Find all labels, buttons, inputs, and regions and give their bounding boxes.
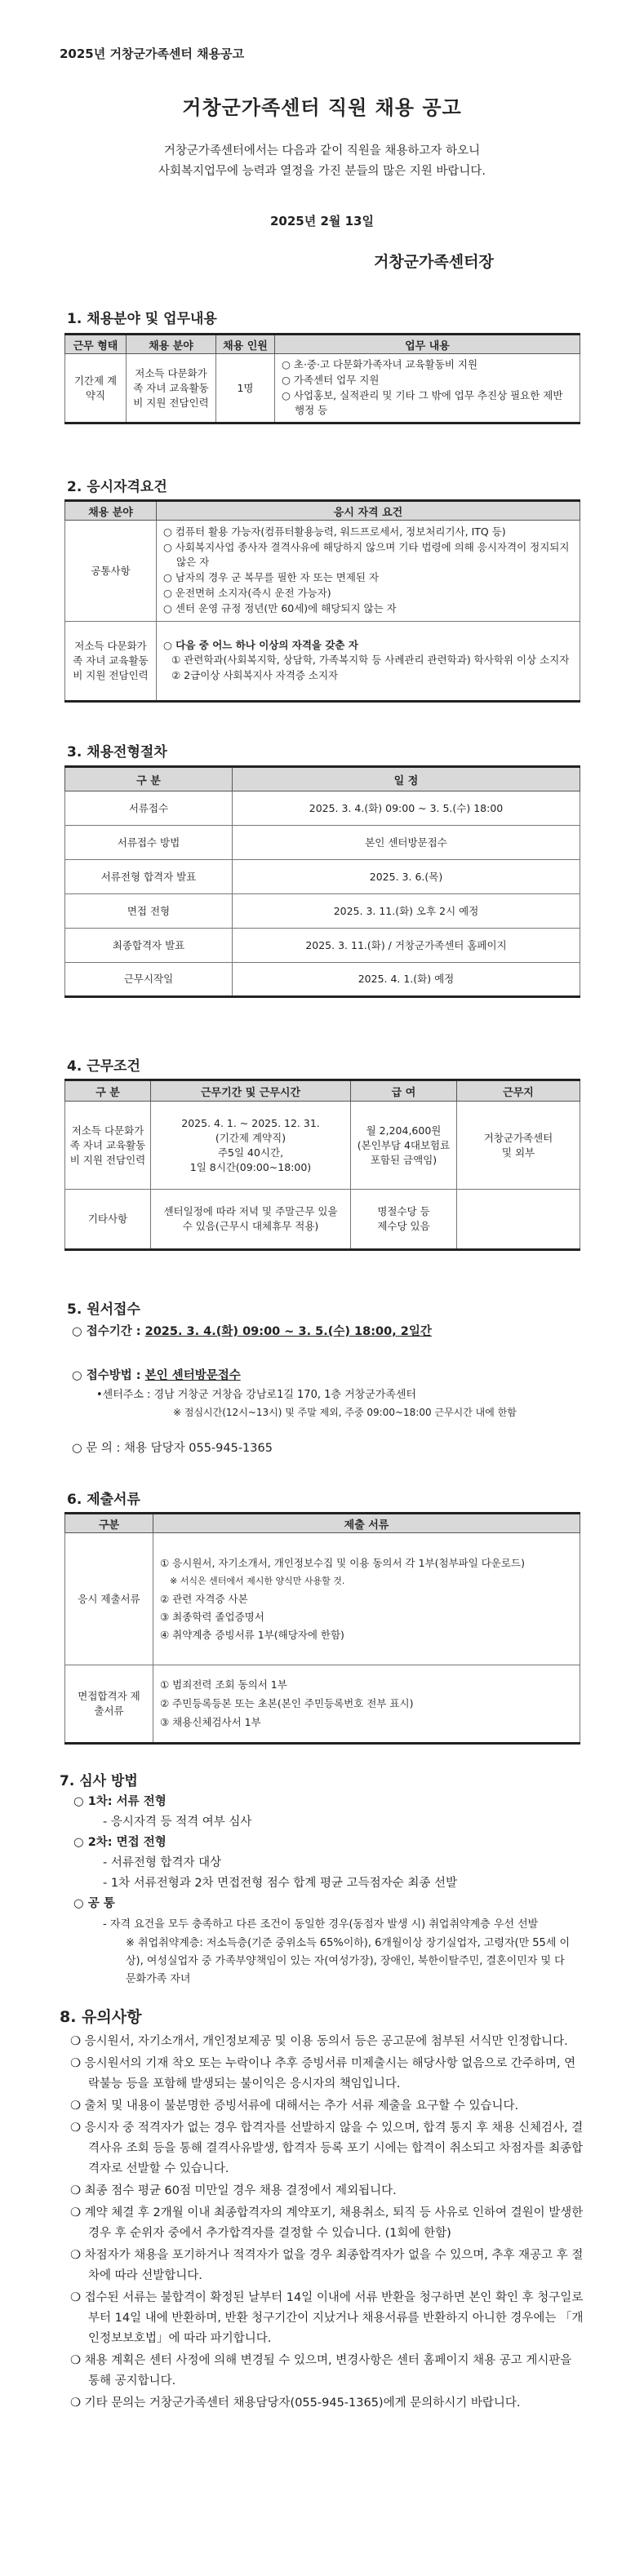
note-item: ❍ 응시자 중 적격자가 없는 경우 합격자를 선발하지 않을 수 있으며, 합격 통지 후 채용 신체검사, 결격사유 조회 등을 통해 결격사유발생, 합격자 등록 포기 시에는 합격이 취소되고 차점자를 최종합격자로 선발할 수 있습니다.: [70, 2122, 584, 2175]
row-label: 면접합격자 제출서류: [65, 1665, 153, 1744]
period-line: 주5일 40시간,: [217, 1146, 284, 1159]
section-title-conditions: 4. 근무조건: [67, 1058, 140, 1075]
review-note: ※ 취업취약계층: 저소득층(기준 중위소득 65%이하), 6개월이상 장기실업자, 고령자(만 55세 이상), 여성실업자 중 가족부양책임이 있는 자(여성가장), 장애인, 북한이탈주민, 결혼이민자 및 다문화가족 자녀: [126, 1937, 571, 1985]
salary-line: 월 2,204,600원: [366, 1124, 442, 1137]
step-name: 서류접수 방법: [65, 826, 233, 860]
empty-cell: [457, 1190, 580, 1250]
duty-item: ○ 초·중·고 다문화가족자녀 교육활동비 지원: [282, 358, 478, 370]
requirement-item: ② 2급이상 사회복지사 자격증 소지자: [171, 669, 339, 681]
conditions-table: [64, 1079, 580, 1251]
document-item: ① 응시원서, 자기소개서, 개인정보수집 및 이용 동의서 각 1부(첨부파일 다운로드): [160, 1556, 525, 1569]
review-step: ○ 공 통: [73, 1897, 115, 1910]
specific-requirements: [157, 622, 580, 702]
document-item: ④ 취약계층 증빙서류 1부(해당자에 한함): [160, 1628, 344, 1641]
note-item: ❍ 응시원서, 자기소개서, 개인정보제공 및 이용 동의서 등은 공고문에 첨부된 서식만 인정합니다.: [70, 2035, 568, 2048]
col-header: 구분: [65, 1514, 153, 1533]
interview-documents: [153, 1665, 580, 1744]
col-header: 채용 분야: [127, 335, 216, 354]
qualification-table: [64, 499, 580, 703]
process-table: [64, 765, 580, 998]
col-header: 채용 분야: [65, 501, 157, 521]
section-title-recruitment: 1. 채용분야 및 업무내용: [67, 311, 217, 327]
salary-line: (본인부담 4대보험료: [357, 1138, 451, 1151]
requirement-item: ○ 사회복지사업 종사자 결격사유에 해당하지 않으며 기타 법령에 의해 응시자격이 정지되지 않은 자: [163, 541, 570, 568]
period-value: 2025. 3. 4.(화) 09:00 ~ 3. 5.(수) 18:00, 2일간: [144, 1325, 432, 1338]
work-period: [151, 1102, 351, 1190]
step-schedule: 2025. 4. 1.(화) 예정: [233, 963, 580, 997]
step-schedule: 본인 센터방문접수: [233, 826, 580, 860]
method-value: 본인 센터방문접수: [144, 1369, 241, 1382]
note-item: ❍ 차점자가 채용을 포기하거나 적격자가 없을 경우 최종합격자가 없을 수 있으며, 추후 재공고 후 절차에 따라 선발합니다.: [70, 2249, 584, 2282]
col-header: 구 분: [65, 1080, 151, 1102]
cell-type: 기간제 계약직: [65, 354, 127, 423]
row-label: 기타사항: [65, 1190, 151, 1250]
review-method: [57, 1792, 580, 1989]
note-item: ❍ 응시원서의 기재 착오 또는 누락이나 추후 증빙서류 미제출시는 해당사항 없음으로 간주하며, 연락불능 등을 포함해 발생되는 불이익은 응시자의 책임입니다.: [70, 2057, 576, 2091]
requirement-item: ○ 남자의 경우 군 복무를 필한 자 또는 면제된 자: [163, 571, 380, 583]
step-schedule: 2025. 3. 11.(화) 오후 2시 예정: [233, 894, 580, 929]
cell-count: 1명: [216, 354, 275, 423]
document-item: ② 주민등록등본 또는 초본(본인 주민등록번호 전부 표시): [160, 1696, 414, 1709]
document-item: ③ 채용신체검사서 1부: [160, 1715, 261, 1728]
col-header: 업무 내용: [275, 335, 580, 354]
col-header: 근무지: [457, 1080, 580, 1102]
other-line: 수 있음(근무시 대체휴무 적용): [182, 1220, 319, 1232]
review-step: ○ 1차: 서류 전형: [73, 1795, 167, 1808]
section-title-process: 3. 채용전형절차: [67, 744, 167, 760]
document-note: ※ 서식은 센터에서 제시한 양식만 사용할 것.: [170, 1575, 345, 1586]
col-header: 제출 서류: [153, 1514, 580, 1533]
workplace-line: 거창군가족센터: [483, 1131, 553, 1144]
duty-item: ○ 가족센터 업무 지원: [282, 374, 380, 386]
application-method: [72, 1366, 241, 1383]
requirement-item: ○ 운전면허 소지자(즉시 운전 가능자): [163, 587, 331, 599]
recruitment-table: [64, 333, 580, 424]
note-item: ❍ 계약 체결 후 2개월 이내 최종합격자의 계약포기, 채용취소, 퇴직 등 사유로 인하여 결원이 발생한 경우 후 순위자 중에서 추가합격자를 결정할 수 있습니다. (1회에 한함): [70, 2206, 584, 2240]
note-item: ❍ 채용 계획은 센터 사정에 의해 변경될 수 있으며, 변경사항은 센터 홈페이지 채용 공고 게시판을 통해 공지합니다.: [70, 2354, 572, 2388]
requirement-lead: ○ 다음 중 어느 하나 이상의 자격을 갖춘 자: [163, 639, 358, 651]
col-header: 채용 인원: [216, 335, 275, 354]
note-item: ❍ 접수된 서류는 불합격이 확정된 날부터 14일 이내에 서류 반환을 청구하면 본인 확인 후 청구일로부터 14일 내에 반환하며, 반환 청구기간이 지났거나 채용서류를 반환하지 아니한 경우에는 「개인정보보호법」에 따라 파기합니다.: [70, 2291, 584, 2345]
allowance-line: 명절수당 등: [377, 1205, 430, 1217]
review-step: ○ 2차: 면접 전형: [73, 1836, 167, 1849]
period-line: 2025. 4. 1. ~ 2025. 12. 31.: [181, 1116, 320, 1129]
requirement-item: ○ 컴퓨터 활용 가능자(컴퓨터활용능력, 워드프로세서, 정보처리기사, ITQ 등): [163, 525, 506, 538]
duty-item: ○ 사업홍보, 실적관리 및 기타 그 밖에 업무 추진상 필요한 제반 행정 등: [282, 389, 563, 416]
row-label: 응시 제출서류: [65, 1533, 153, 1665]
document-item: ① 범죄전력 조회 동의서 1부: [160, 1678, 287, 1691]
review-detail: - 자격 요건을 모두 충족하고 다른 조건이 동일한 경우(동점자 발생 시) 취업취약계층 우선 선발: [103, 1918, 539, 1931]
step-name: 면접 전형: [65, 894, 233, 929]
section-title-qualifications: 2. 응시자격요건: [67, 479, 167, 495]
col-header: 근무기간 및 근무시간: [151, 1080, 351, 1102]
col-header: 구 분: [65, 767, 233, 791]
intro-text: [0, 141, 644, 182]
step-name: 서류접수: [65, 791, 233, 826]
notice-date: 2025년 2월 13일: [270, 214, 374, 228]
allowance: [351, 1190, 457, 1250]
salary-line: 포함된 금액임): [370, 1153, 437, 1166]
salary: [351, 1102, 457, 1190]
period-line: (기간제 계약직): [215, 1131, 286, 1144]
row-label: 공통사항: [65, 521, 157, 622]
step-schedule: 2025. 3. 11.(화) / 거창군가족센터 홈페이지: [233, 929, 580, 963]
row-label: 저소득 다문화가족 자녀 교육활동비 지원 전담인력: [65, 1102, 151, 1190]
section-title-application: 5. 원서접수: [67, 1301, 140, 1318]
common-requirements: [157, 521, 580, 622]
address-note: ※ 점심시간(12시~13시) 및 주말 제외, 주중 09:00~18:00 근무시간 내에 한함: [173, 1407, 517, 1418]
document-item: ② 관련 자격증 사본: [160, 1592, 248, 1605]
center-address: •센터주소 : 경남 거창군 거창읍 강남로1길 170, 1층 거창군가족센터: [96, 1389, 416, 1401]
intro-line: 거창군가족센터에서는 다음과 같이 직원을 채용하고자 하오니: [163, 144, 481, 157]
col-header: 급 여: [351, 1080, 457, 1102]
other-conditions: [151, 1190, 351, 1250]
period-line: 1일 8시간(09:00~18:00): [189, 1160, 312, 1173]
other-line: 센터일정에 따라 저녁 및 주말근무 있을: [163, 1205, 338, 1217]
section-title-notes: 8. 유의사항: [60, 2008, 142, 2026]
section-title-documents: 6. 제출서류: [67, 1492, 140, 1508]
step-name: 서류전형 합격자 발표: [65, 860, 233, 894]
cell-duties: [275, 354, 580, 423]
period-label: ○ 접수기간 :: [72, 1325, 145, 1338]
method-label: ○ 접수방법 :: [72, 1369, 145, 1382]
review-detail: - 1차 서류전형과 2차 면접전형 점수 합계 평균 고득점자순 최종 선발: [103, 1877, 457, 1890]
review-detail: - 서류전형 합격자 대상: [103, 1856, 222, 1869]
step-schedule: 2025. 3. 4.(화) 09:00 ~ 3. 5.(수) 18:00: [233, 791, 580, 826]
step-name: 최종합격자 발표: [65, 929, 233, 963]
document-item: ③ 최종학력 졸업증명서: [160, 1610, 264, 1623]
intro-line: 사회복지업무에 능력과 열정을 가진 분들의 많은 지원 바랍니다.: [158, 165, 486, 178]
note-item: ❍ 출처 및 내용이 불분명한 증빙서류에 대해서는 추가 서류 제출을 요구할 수 있습니다.: [70, 2099, 519, 2113]
requirement-item: ① 관련학과(사회복지학, 상담학, 가족복지학 등 사례관리 관련학과) 학사학위 이상 소지자: [171, 654, 570, 666]
page-title: 거창군가족센터 직원 채용 공고: [182, 96, 462, 119]
documents-table: [64, 1512, 580, 1745]
step-name: 근무시작일: [65, 963, 233, 997]
application-documents: [153, 1533, 580, 1665]
note-item: ❍ 기타 문의는 거창군가족센터 채용담당자(055-945-1365)에게 문의하시기 바랍니다.: [70, 2396, 521, 2410]
note-item: ❍ 최종 점수 평균 60점 미만일 경우 채용 결정에서 제외됩니다.: [70, 2184, 397, 2197]
document-label: 2025년 거창군가족센터 채용공고: [60, 47, 245, 61]
requirement-item: ○ 센터 운영 규정 정년(만 60세)에 해당되지 않는 자: [163, 602, 397, 614]
review-detail: - 응시자격 등 적격 여부 심사: [103, 1816, 252, 1829]
step-schedule: 2025. 3. 6.(목): [233, 860, 580, 894]
application-period: [72, 1322, 432, 1339]
row-label: 저소득 다문화가족 자녀 교육활동비 지원 전담인력: [65, 622, 157, 702]
contact-info: ○ 문 의 : 채용 담당자 055-945-1365: [72, 1442, 273, 1455]
workplace-line: 및 외부: [501, 1146, 535, 1159]
notes-list: [70, 2032, 584, 2415]
cell-field: 저소득 다문화가족 자녀 교육활동비 지원 전담인력: [127, 354, 216, 423]
col-header: 근무 형태: [65, 335, 127, 354]
col-header: 일 정: [233, 767, 580, 791]
section-title-review: 7. 심사 방법: [60, 1773, 138, 1789]
col-header: 응시 자격 요건: [157, 501, 580, 521]
signer: 거창군가족센터장: [374, 253, 494, 271]
allowance-line: 제수당 있음: [377, 1220, 430, 1232]
workplace: [457, 1102, 580, 1190]
